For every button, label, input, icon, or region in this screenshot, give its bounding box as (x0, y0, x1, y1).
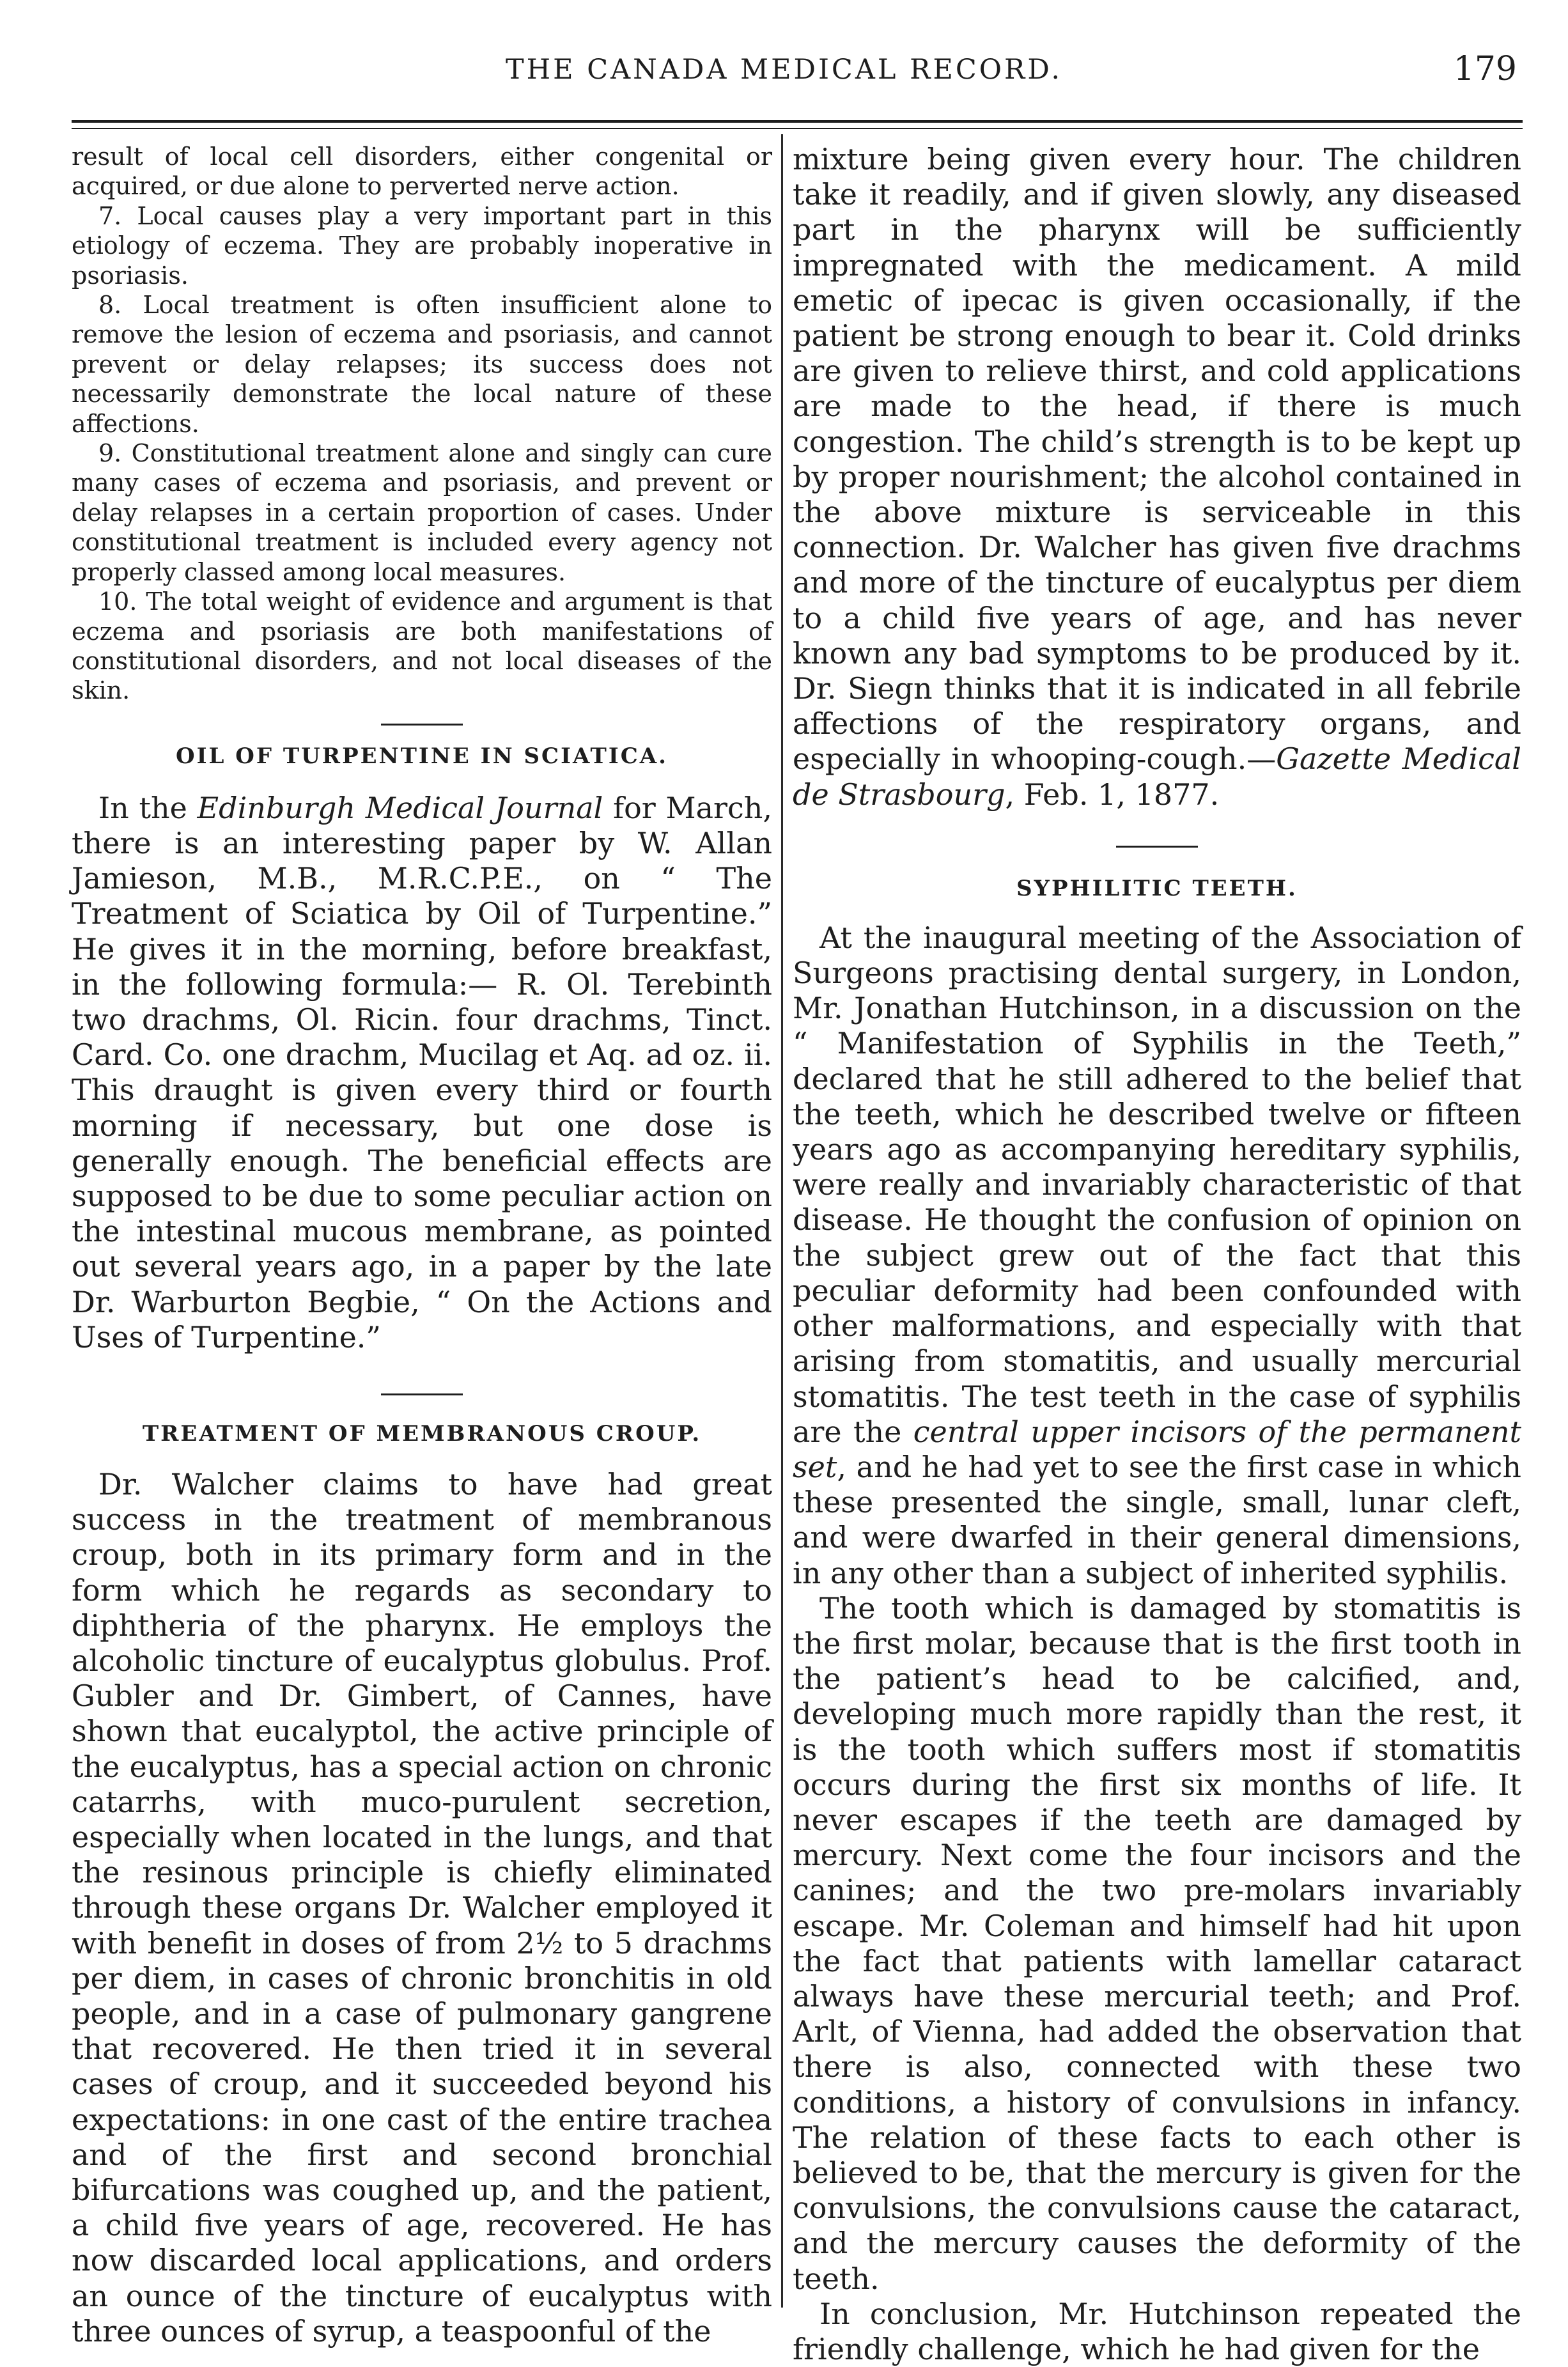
turpentine-text-b: for March, there is an interesting paper by W. Allan Jamieson, M.B., M.R.C.P.E., on “ The Treatment of Sciatica by Oil of Turpentine.” He gives it in the morning, before breakfast, in the following formula:— R. Ol. Terebinth two drachms, Ol. Ricin. four drachms, Tinct. Card. Co. one drachm, Mucilag et Aq. ad oz. ii. This draught is given every third or fourth morning if necessary, but one dose is generally enough. The beneficial effects are supposed to be due to some peculiar action on the intestinal mucous membrane, as pointed out several years ago, in a paper by the late Dr. Warburton Begbie, “ On the Actions and Uses of Turpentine.” (72, 790, 773, 1354)
section-separator (381, 1393, 463, 1395)
section-separator (1116, 846, 1198, 848)
eczema-paragraph: 9. Constitutional treatment alone and singly can cure many cases of eczema and psoriasis, and prevent or delay relapses in a certain proportion of cases. Under constitutional treatment is included every agency not properly classed among local measures. (72, 439, 772, 586)
croup-article (72, 1467, 772, 2349)
page-number: 179 (1453, 50, 1517, 88)
syphilitic-text-a: At the inaugural meeting of the Association of Surgeons practising dental surgery, in London, Mr. Jonathan Hutchinson, in a discussion on the “ Manifestation of Syphilis in the Teeth,” declared that he still adhered to the belief that the teeth, which he described twelve or fifteen years ago as accompanying hereditary syphilis, were really and invariably characteristic of that disease. He thought the confusion of opinion on the subject grew out of the fact that this peculiar deformity had been confounded with other malformations, and especially with that arising from stomatitis, and usually mercurial stomatitis. The test teeth in the case of syphilis are the (793, 920, 1521, 1449)
eczema-paragraph: 10. The total weight of evidence and argument is that eczema and psoriasis are both manifestations of constitutional disorders, and not local diseases of the skin. (72, 587, 772, 705)
syphilitic-text-b: , and he had yet to see the first case in which these presented the single, small, lunar cleft, and were dwarfed in their general dimensions, in any other than a subject of inherited syphilis. (793, 1449, 1521, 1590)
syphilitic-paragraph: In conclusion, Mr. Hutchinson repeated the friendly challenge, which he had given for the (793, 2296, 1521, 2366)
croup-continued (793, 142, 1521, 812)
syphilitic-article (793, 920, 1521, 2367)
column-divider (781, 134, 783, 2308)
section-separator (381, 724, 463, 726)
syphilitic-paragraph: The tooth which is damaged by stomatitis is the first molar, because that is the first tooth in the patient’s head to be calcified, and, developing much more rapidly than the rest, it is the tooth which suffers most if stomatitis occurs during the first six months of life. It never escapes if the teeth are damaged by mercury. Next come the four incisors and the canines; and the two pre-molars invariably escape. Mr. Coleman and himself had hit upon the fact that patients with lamellar cataract always have these mercurial teeth; and Prof. Arlt, of Vienna, had added the observation that there is also, connected with these two conditions, a history of convulsions in infancy. The relation of these facts to each other is believed to be, that the mercury is given for the convulsions, the convulsions cause the cataract, and the mercury causes the deformity of the teeth. (793, 1590, 1521, 2296)
turpentine-text-a: In the (98, 790, 198, 825)
croup-citation: Gazette Medical de Strasbourg (793, 741, 1521, 812)
croup-paragraph: Dr. Walcher claims to have had great success in the treatment of membranous croup, both in its primary form and in the form which he regards as secondary to diphtheria of the pharynx. He employs the alcoholic tincture of eucalyptus globulus. Prof. Gubler and Dr. Gimbert, of Cannes, have shown that eucalyptol, the active principle of the eucalyptus, has a special action on chronic catarrhs, with muco-purulent secretion, especially when located in the lungs, and that the resinous principle is chiefly eliminated through these organs Dr. Walcher employed it with benefit in doses of from 2½ to 5 drachms per diem, in cases of chronic bronchitis in old people, and in a case of pulmonary gangrene that recovered. He then tried it in several cases of croup, and it succeeded beyond his expectations: in one cast of the entire trachea and of the first and second bronchial bifurcations was coughed up, and the patient, a child five years of age, recovered. He has now discarded local applications, and orders an ounce of the tincture of eucalyptus with three ounces of syrup, a teaspoonful of the (72, 1466, 772, 2348)
turpentine-article (72, 791, 772, 1355)
eczema-paragraph: result of local cell disorders, either congenital or acquired, or due alone to perverted nerve action. (72, 143, 772, 201)
eczema-conclusions (72, 142, 772, 706)
syphilitic-title: SYPHILITIC TEETH. (1016, 875, 1298, 901)
journal-name: Edinburgh Medical Journal (197, 790, 603, 825)
left-column (72, 142, 772, 2349)
croup-title: TREATMENT OF MEMBRANOUS CROUP. (142, 1420, 702, 1447)
running-title: THE CANADA MEDICAL RECORD. (505, 54, 1063, 86)
croup-continued-text: mixture being given every hour. The children take it readily, and if given slowly, any diseased part in the pharynx will be sufficiently impregnated with the medicament. A mild emetic of ipecac is given occasionally, if the patient be strong enough to bear it. Cold drinks are given to relieve thirst, and cold applications are made to the head, if there is much congestion. The child’s strength is to be kept up by proper nourishment; the alcohol contained in the above mixture is serviceable in this connection. Dr. Walcher has given five drachms and more of the tincture of eucalyptus per diem to a child five years of age, and has never known any bad symptoms to be produced by it. Dr. Siegn thinks that it is indicated in all febrile affections of the respiratory organs, and especially in whooping-cough.— (793, 142, 1521, 777)
croup-citation-date: , Feb. 1, 1877. (1005, 777, 1220, 812)
turpentine-title: OIL OF TURPENTINE IN SCIATICA. (176, 743, 668, 769)
header-rule-thin (72, 128, 1523, 129)
syphilitic-paragraph (793, 920, 1521, 1591)
croup-continued-paragraph (793, 142, 1521, 812)
turpentine-paragraph (72, 791, 772, 1355)
eczema-paragraph: 7. Local causes play a very important part in this etiology of eczema. They are probably inoperative in psoriasis. (72, 201, 772, 290)
header-rule-thick (72, 120, 1523, 123)
eczema-paragraph: 8. Local treatment is often insufficient alone to remove the lesion of eczema and psoriasis, and cannot prevent or delay relapses; its success does not necessarily demonstrate the local nature of these affections. (72, 291, 772, 438)
incisors-emphasis: central upper incisors of the permanent set (793, 1414, 1521, 1484)
page-header (0, 49, 1568, 93)
right-column (793, 142, 1521, 2367)
